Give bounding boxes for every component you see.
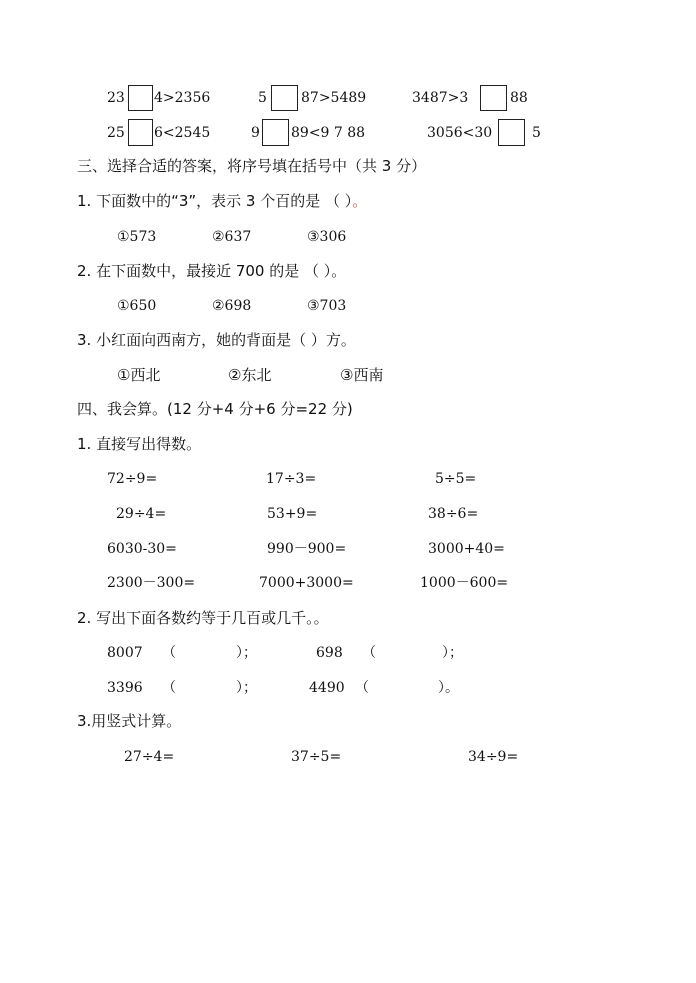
- vertical-calc-item: 27÷4=: [124, 749, 175, 765]
- calc-item: 3000+40=: [428, 541, 505, 557]
- answer-box[interactable]: [262, 119, 289, 146]
- calc-item: 53+9=: [267, 506, 318, 522]
- compare-1-right: 4>2356: [154, 90, 211, 106]
- q2-option-b: ②698: [212, 298, 252, 314]
- paren-open: （: [362, 645, 376, 661]
- calc-item: 72÷9=: [107, 471, 158, 487]
- answer-box[interactable]: [480, 85, 507, 111]
- compare-6-left: 3056<30: [427, 125, 493, 141]
- compare-5-left: 9: [251, 125, 260, 141]
- answer-box[interactable]: [128, 119, 153, 146]
- compare-2-left: 5: [258, 90, 267, 106]
- answer-box[interactable]: [498, 119, 525, 146]
- paren-open: （: [162, 645, 176, 661]
- section-3-title: 三、选择合适的答案，将序号填在括号中（共 3 分）: [77, 157, 427, 175]
- estimate-number: 698: [316, 645, 343, 661]
- question-1: [77, 191, 367, 211]
- compare-4-right: 6<2545: [154, 125, 211, 141]
- q3-option-c: ③西南: [340, 366, 384, 384]
- paren-close: ）；: [236, 645, 257, 661]
- section-4-title: 四、我会算。(12 分+4 分+6 分=22 分): [77, 400, 353, 418]
- compare-6-right: 5: [532, 125, 541, 141]
- calc-item: 6030-30=: [107, 541, 177, 557]
- compare-1-left: 23: [107, 90, 125, 106]
- calc-item: 29÷4=: [116, 506, 167, 522]
- paren-close: ）；: [442, 645, 463, 661]
- q2-option-c: ③703: [307, 298, 347, 314]
- calc-item: 1000－600=: [420, 575, 509, 591]
- calc-item: 2300－300=: [107, 575, 196, 591]
- q3-option-b: ②东北: [228, 366, 272, 384]
- q1-option-c: ③306: [307, 229, 347, 245]
- estimate-number: 4490: [309, 680, 345, 696]
- paren-open: （: [162, 680, 176, 696]
- calc-item: 38÷6=: [428, 506, 479, 522]
- compare-2-right: 87>5489: [301, 90, 367, 106]
- question-1-text: 1. 下面数中的“3”，表示 3 个百的是 （ ）: [77, 192, 353, 210]
- calc-item: 7000+3000=: [259, 575, 354, 591]
- compare-4-left: 25: [107, 125, 125, 141]
- q2-option-a: ①650: [117, 298, 157, 314]
- paren-open: （: [355, 680, 369, 696]
- compare-5-right: 89<9 7 88: [291, 125, 366, 141]
- vertical-calc-item: 37÷5=: [291, 749, 342, 765]
- question-3: 3. 小红面向西南方，她的背面是（ ）方。: [77, 331, 356, 349]
- q3-option-a: ①西北: [117, 366, 161, 384]
- answer-box[interactable]: [128, 85, 153, 111]
- q1-option-a: ①573: [117, 229, 157, 245]
- question-1-dot: 。: [352, 192, 368, 210]
- question-2: 2. 在下面数中，最接近 700 的是 （ ）。: [77, 262, 347, 280]
- q1-option-b: ②637: [212, 229, 252, 245]
- estimate-number: 8007: [107, 645, 143, 661]
- part-1-title: 1. 直接写出得数。: [77, 435, 202, 453]
- calc-item: 5÷5=: [435, 471, 477, 487]
- paren-close: ）。: [438, 680, 459, 696]
- compare-3-right: 88: [510, 90, 528, 106]
- part-3-title: 3.用竖式计算。: [77, 712, 182, 730]
- vertical-calc-item: 34÷9=: [468, 749, 519, 765]
- calc-item: 990－900=: [267, 541, 347, 557]
- calc-item: 17÷3=: [266, 471, 317, 487]
- answer-box[interactable]: [271, 85, 298, 111]
- compare-3-left: 3487>3: [412, 90, 469, 106]
- estimate-number: 3396: [107, 680, 143, 696]
- paren-close: ）；: [236, 680, 257, 696]
- part-2-title: 2. 写出下面各数约等于几百或几千。。: [77, 609, 329, 627]
